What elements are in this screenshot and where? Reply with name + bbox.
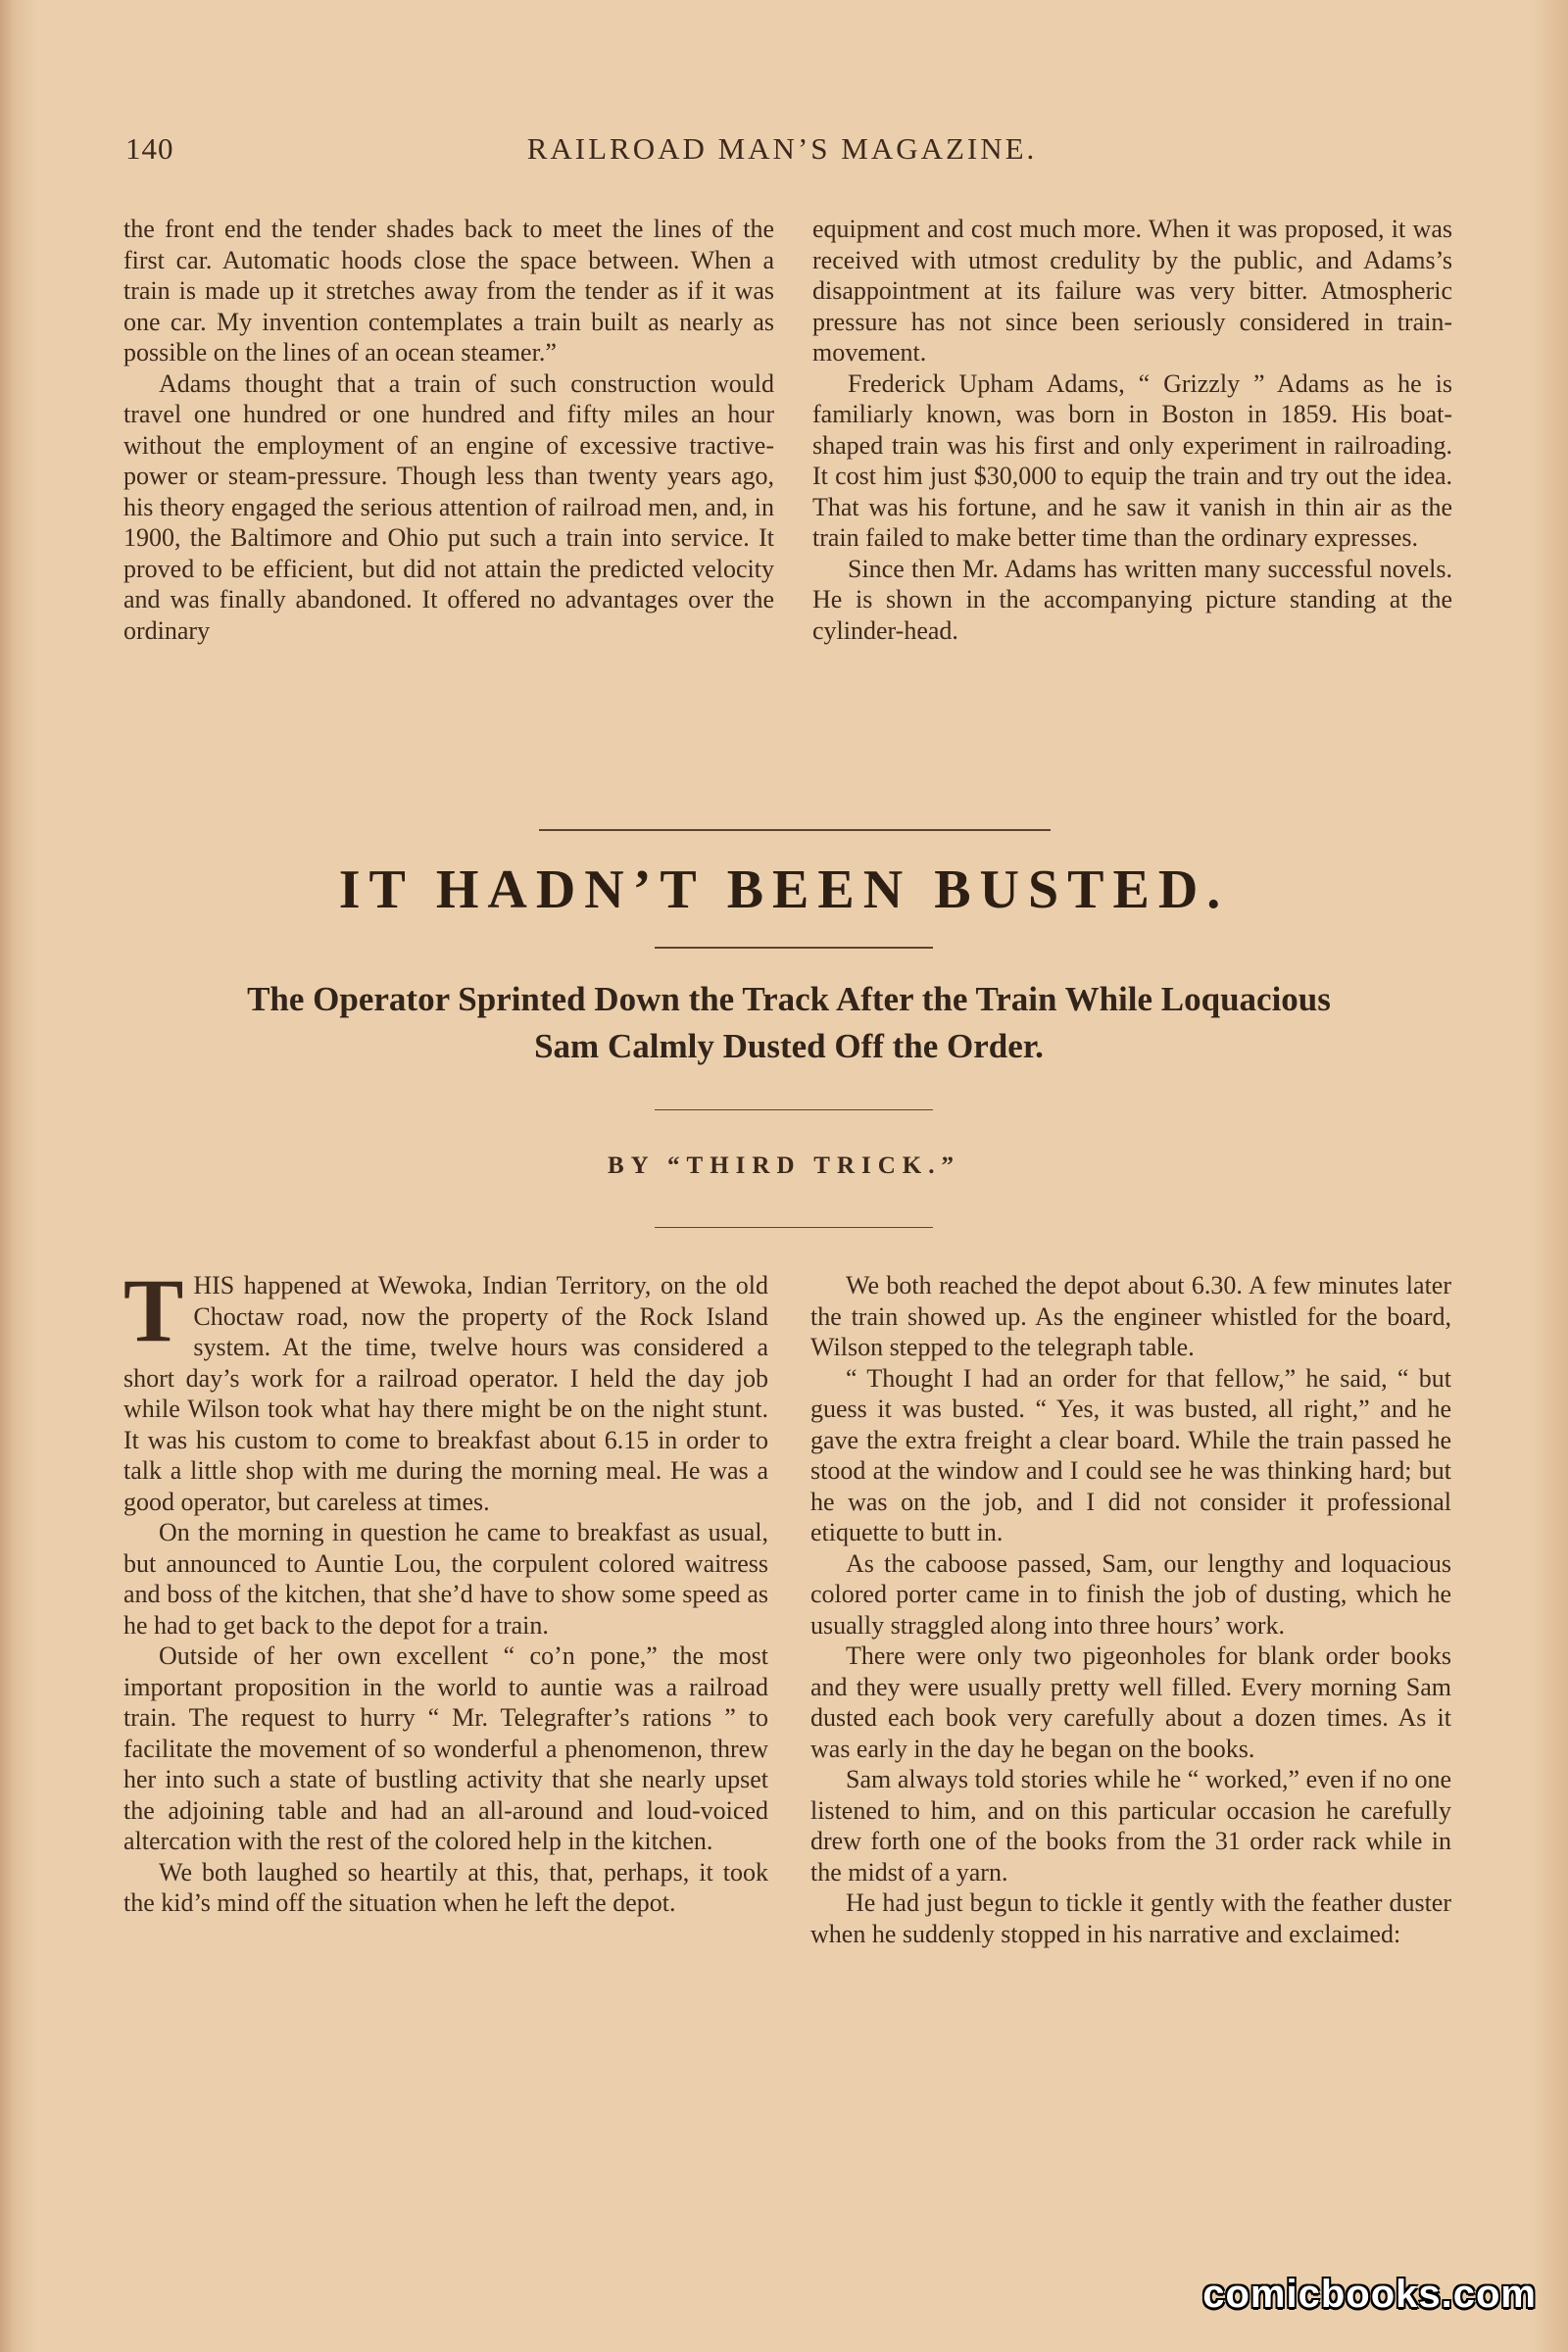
top-right-column xyxy=(812,214,1452,646)
page-header xyxy=(125,131,1439,174)
running-title: RAILROAD MAN’S MAGAZINE. xyxy=(526,131,1038,166)
paragraph: the front end the tender shades back to meet the lines of the first car. Automatic hoods close the space between. When a train is made up it stretches away from the tender as if it was one car. My invention contemplates a train built as nearly as possible on the lines of an ocean steamer.” xyxy=(123,215,774,367)
top-left-column xyxy=(123,214,774,646)
article-right-column xyxy=(810,1270,1451,1949)
drop-cap: T xyxy=(123,1260,184,1360)
paragraph: He had just begun to tickle it gently with the feather duster when he suddenly stopped in his narrative and exclaimed: xyxy=(810,1888,1451,1948)
section-divider xyxy=(539,829,1051,831)
paragraph: Sam always told stories while he “ worked,” even if no one listened to him, and on this particular occasion he carefully drew forth one of the books from the 31 order rack while in the midst of a yarn. xyxy=(810,1765,1451,1886)
paragraph: Since then Mr. Adams has written many successful novels. He is shown in the accompanying picture standing at the cylinder-head. xyxy=(812,554,1452,645)
page-number: 140 xyxy=(125,131,174,166)
paragraph: Outside of her own excellent “ co’n pone,” the most important proposition in the world to auntie was a railroad train. The request to hurry “ Mr. Telegrafter’s rations ” to facilitate the movement of so wonderful a phenomenon, threw her into such a state of bustling activity that she nearly upset the adjoining table and had an all-around and loud-voiced altercation with the rest of the colored help in the kitchen. xyxy=(123,1642,768,1855)
paragraph: We both reached the depot about 6.30. A few minutes later the train showed up. As the engineer whistled for the board, Wilson stepped to the telegraph table. xyxy=(810,1271,1451,1361)
paragraph: We both laughed so heartily at this, that, perhaps, it took the kid’s mind off the situation when he left the depot. xyxy=(123,1857,768,1917)
title-rule xyxy=(655,947,933,949)
article-left-column xyxy=(123,1260,768,1919)
paragraph: Frederick Upham Adams, “ Grizzly ” Adams as he is familiarly known, was born in Boston in 1859. His boat-shaped train was his first and only experiment in railroading. It cost him just $30,000 to equip the train and try out the idea. That was his fortune, and he saw it vanish in thin air as the train failed to make better time than the ordinary expresses. xyxy=(812,368,1452,552)
subtitle-line: The Operator Sprinted Down the Track After the Train While Loquacious xyxy=(247,980,1331,1018)
article-subtitle xyxy=(118,976,1460,1070)
opening-paragraph xyxy=(123,1260,768,1517)
paragraph: Adams thought that a train of such construction would travel one hundred or one hundred and fifty miles an hour without the employment of an engine of excessive tractive-power or steam-pressure. Though less than twenty years ago, his theory engaged the serious attention of railroad men, and, in 1900, the Baltimore and Ohio put such a train into service. It proved to be efficient, but did not attain the predicted velocity and was finally abandoned. It offered no advantages over the ordinary xyxy=(123,368,774,645)
article-title: IT HADN’T BEEN BUSTED. xyxy=(338,859,1230,920)
paragraph: On the morning in question he came to breakfast as usual, but announced to Auntie Lou, the corpulent colored waitress and boss of the kitchen, that she’d have to show some speed as he had to get back to the depot for a train. xyxy=(123,1518,768,1640)
paragraph: equipment and cost much more. When it was proposed, it was received with utmost credulity by the public, and Adams’s disappointment at its failure was very bitter. Atmospheric pressure has not since been seriously considered in train-movement. xyxy=(812,215,1452,367)
subtitle-line: Sam Calmly Dusted Off the Order. xyxy=(534,1027,1044,1065)
paragraph: As the caboose passed, Sam, our lengthy and loquacious colored porter came in to finish the job of dusting, which he usually straggled along into three hours’ work. xyxy=(810,1548,1451,1640)
opening-text: HIS happened at Wewoka, Indian Territory, on the old Choctaw road, now the property of the Rock Island system. At the time, twelve hours was considered a short day’s work for a railroad operator. I held the day job while Wilson took what hay there might be on the night stunt. It was his custom to come to breakfast about 6.15 in order to talk a little shop with me during the morning meal. He was a good operator, but careless at times. xyxy=(123,1271,768,1516)
paragraph: There were only two pigeonholes for blank order books and they were usually pretty well filled. Every morning Sam dusted each book very carefully about a dozen times. As it was early in the day he began on the books. xyxy=(810,1642,1451,1763)
byline: BY “THIRD TRICK.” xyxy=(607,1152,960,1179)
byline-rule xyxy=(655,1227,933,1228)
paragraph: “ Thought I had an order for that fellow,” he said, “ but guess it was busted. “ Yes, it was busted, all right,” and he gave the extra freight a clear board. While the train passed he stood at the window and I could see he was thinking hard; but he was on the job, and I did not consider it professional etiquette to butt in. xyxy=(810,1363,1451,1546)
subtitle-rule xyxy=(655,1109,933,1110)
watermark: comicbooks.com xyxy=(1202,2273,1537,2316)
